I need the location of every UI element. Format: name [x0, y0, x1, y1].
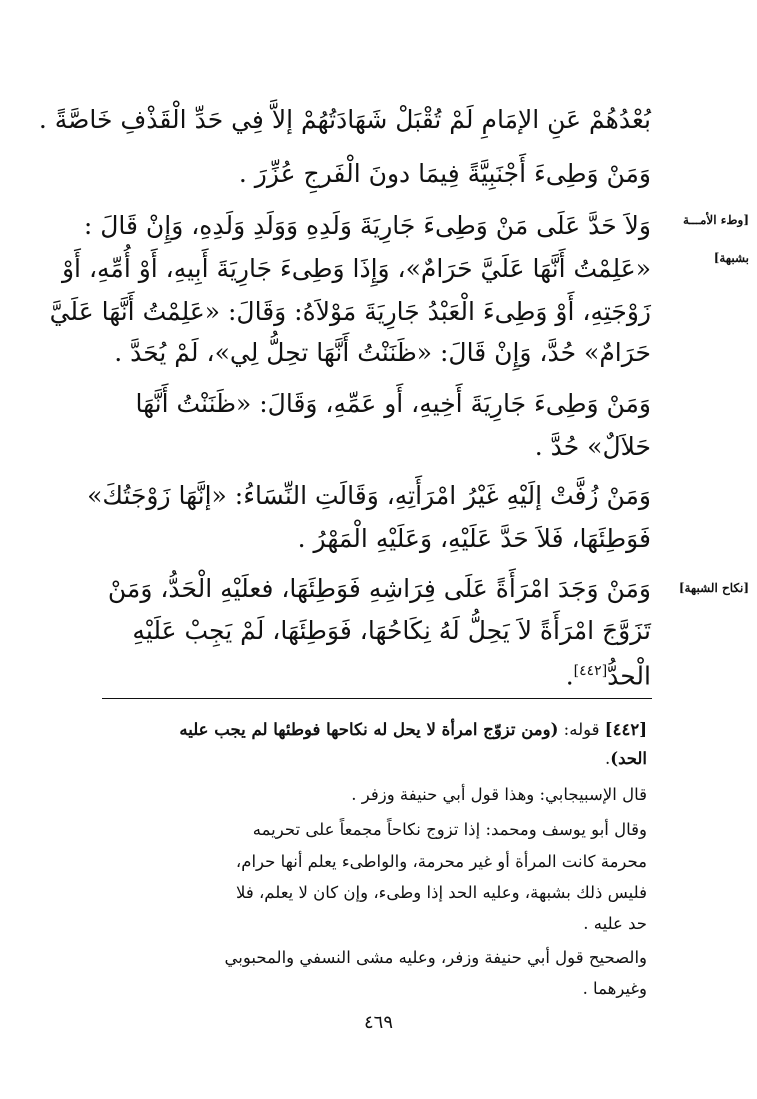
footnote-quote-end: .	[605, 749, 611, 768]
footnote-line-9: وغيرهما .	[582, 979, 647, 998]
footnote-line-6: فليس ذلك بشبهة، وعليه الحد إذا وطىء، وإن كان لا يعلم، فلا	[235, 883, 647, 902]
main-text-line-7: وَمَنْ وَطِىءَ جَارِيَةَ أَخِيهِ، أَو عَمِّهِ، وَقَالَ: «ظَنَنْتُ أَنَّهَا	[135, 389, 651, 418]
footnote-intro: قوله:	[563, 720, 600, 739]
footnote-line-5: محرمة كانت المرأة أو غير محرمة، والواطىء يعلم أنها حرام،	[235, 852, 647, 871]
main-text-final-period: .	[565, 661, 574, 691]
margin-note-slave-girl-doubt	[657, 212, 749, 266]
footnote-reference[interactable]: [٤٤٢]	[573, 663, 608, 679]
main-text-last-word: الْحدُّ	[607, 661, 651, 691]
footnote-quote-line-2: الحد)	[610, 749, 647, 768]
main-text-line-1: بُعْدُهُمْ عَنِ الإمَامِ لَمْ تُقْبَلْ شَهَادَتُهُمْ إلاَّ فِي حَدِّ الْقَذْفِ خَاصَّةً .	[38, 105, 651, 134]
footnote-label: [٤٤٢]	[604, 720, 647, 739]
footnote-line-3: قال الإسبيجابي: وهذا قول أبي حنيفة وزفر .	[351, 785, 647, 804]
main-text-line-12: تَزَوَّجَ امْرَأَةً لاَ يَحِلُّ لَهُ نِكَاحُهَا، فَوَطِئَهَا، لَمْ يَجِبْ عَلَيْهِ	[132, 616, 651, 645]
margin-note-marriage-doubt: [نكاح الشبهة]	[678, 581, 749, 595]
margin-note-line-1: [وطء الأمـــة	[683, 213, 749, 227]
main-text-line-10: فَوَطِئَهَا، فَلاَ حَدَّ عَلَيْهِ، وَعَلَيْهِ الْمَهْرُ .	[297, 524, 651, 553]
main-text-line-8: حَلاَلٌ» حُدَّ .	[534, 432, 651, 461]
main-text-line-6: حَرَامٌ» حُدَّ، وَإِنْ قَالَ: «ظَنَنْتُ أَنَّهَا تحِلُّ لِي»، لَمْ يُحَدَّ .	[114, 338, 651, 367]
main-text-line-5: زَوْجَتِهِ، أَوْ وَطِىءَ الْعَبْدُ جَارِيَةَ مَوْلاَهُ: وَقَالَ: «عَلِمْتُ أَنَّهَا عَلَيَّ	[49, 297, 651, 326]
main-text-line-11: وَمَنْ وَجَدَ امْرَأَةً عَلَى فِرَاشِهِ فَوَطِئَهَا، فعلَيْهِ الْحَدُّ، وَمَنْ	[107, 574, 651, 603]
main-text-line-3: وَلاَ حَدَّ عَلَى مَنْ وَطِىءَ جَارِيَةَ وَلَدِهِ وَوَلَدِ وَلَدِهِ، وَإِنْ قَالَ :	[83, 211, 651, 240]
main-text-line-4: «عَلِمْتُ أَنَّهَا عَلَيَّ حَرَامٌ»، وَإِذَا وَطِىءَ جَارِيَةَ أَبِيهِ، أَوْ أُمِّهِ، أَوْ	[61, 254, 651, 283]
footnote-quote-line-1: (ومن تزوّج امرأة لا يحل له نكاحها فوطئها لم يجب عليه	[179, 720, 559, 739]
footnote-line-2	[107, 743, 647, 775]
page-number: ٤٦٩	[363, 1012, 393, 1033]
footnote-divider	[102, 698, 652, 699]
main-text-line-13	[101, 652, 651, 695]
main-text-line-2: وَمَنْ وَطِىءَ أَجْنَبِيَّةً فِيمَا دونَ الْفَرجِ عُزِّرَ .	[238, 159, 651, 188]
footnote-line-7: حد عليه .	[583, 914, 647, 933]
footnote-line-4: وقال أبو يوسف ومحمد: إذا تزوج نكاحاً مجمعاً على تحريمه	[252, 820, 647, 839]
footnote-line-1	[107, 714, 647, 746]
margin-note-line-2: بشبهة]	[713, 251, 749, 265]
main-text-line-9: وَمَنْ زُفَّتْ إلَيْهِ غَيْرُ امْرَأَتِهِ، وَقَالَتِ النِّسَاءُ: «إنَّهَا زَوْجَتُكَ»	[87, 481, 651, 510]
footnote-line-8: والصحيح قول أبي حنيفة وزفر، وعليه مشى النسفي والمحبوبي	[224, 948, 647, 967]
